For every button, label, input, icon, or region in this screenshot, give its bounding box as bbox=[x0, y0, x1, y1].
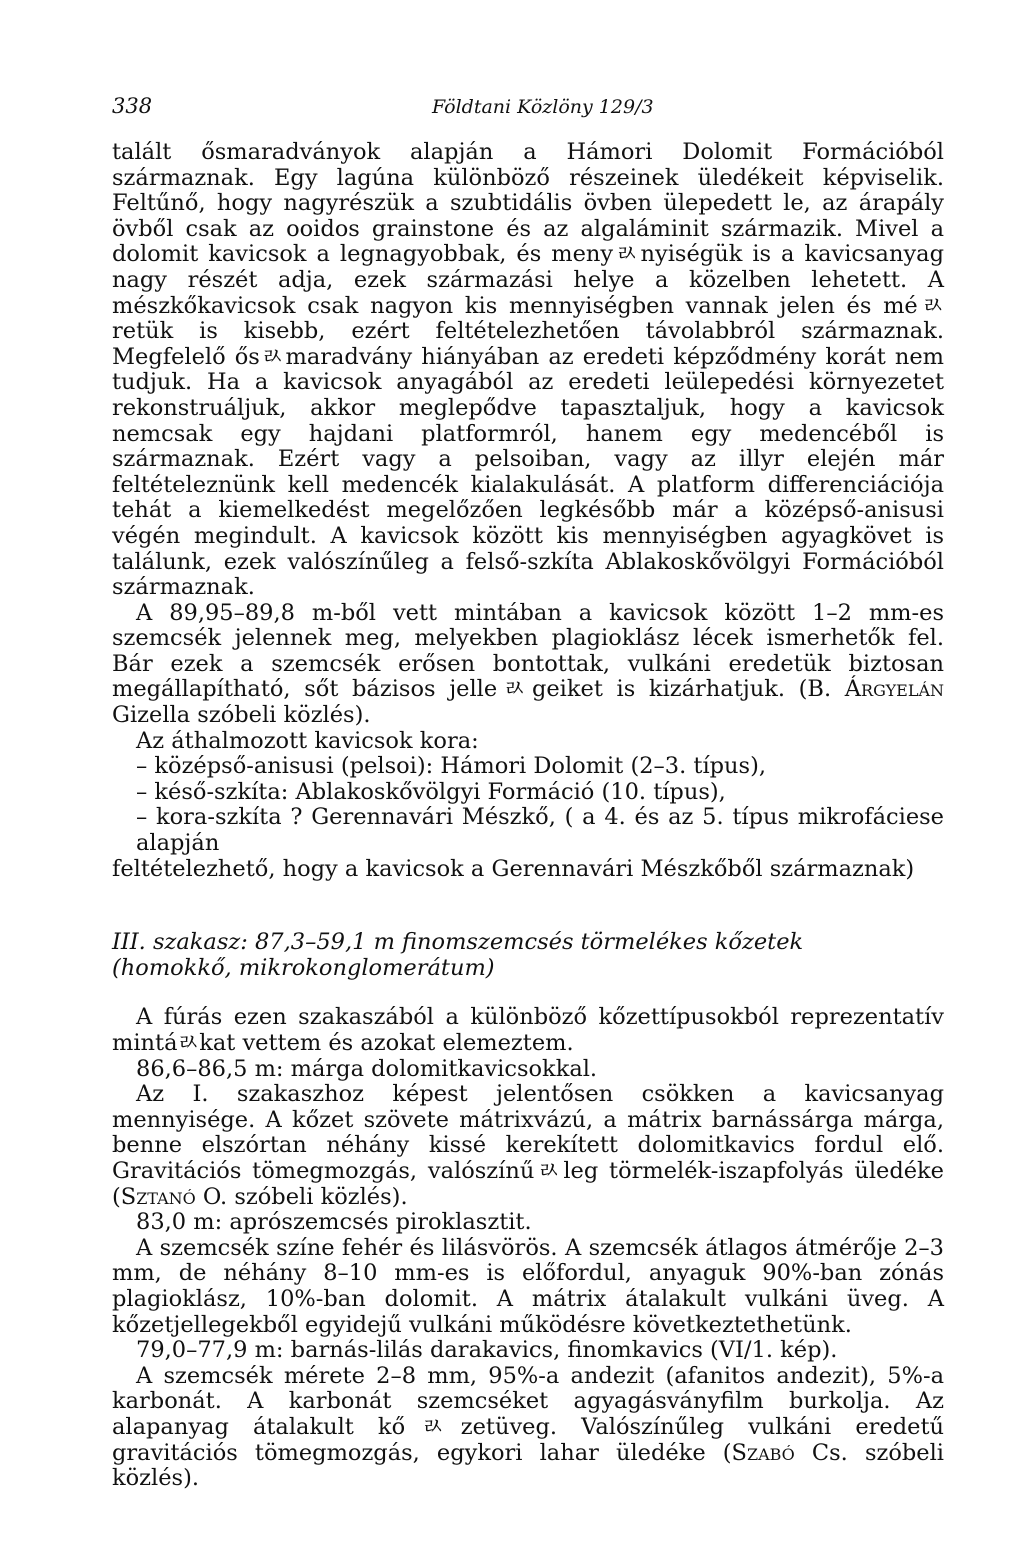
list-item: – késő-szkíta: Ablakoskővölgyi Formáció (10. típus), bbox=[136, 778, 726, 805]
paragraph-text: Az I. szakaszhoz képest jelentősen csökken a kavicsanyag mennyisége. A kőzet szövete mátrixvázú, a mátrix barnássárga márga, benne elszórtan néhány kissé kerekített dolomitkavics fordul elő. Gravitációs tömegmozgás, valószínűﾭleg törmelék-iszapfolyás üledéke ( bbox=[112, 1081, 944, 1210]
paragraph-continuation: talált ősmaradványok alapján a Hámori Dolomit Formációból származnak. Egy lagúna különböző részeinek üledékeit képviselik. Feltűnő, hogy nagyrészük a szubtidális övben ülepedett le, az árapály övből csak az ooidos grainstone és az algaláminit származik. Mivel a dolomit kavicsok a legnagyobbak, és menyﾭnyiségük is a kavicsanyag nagy részét adja, ezek származási helye a közelben lehetett. A mészkőkavicsok csak nagyon kis mennyiségben vannak jelen és méﾭretük is kisebb, ezért feltételezhetően távolabbról származnak. Megfelelő ősﾭmaradvány hiányában az eredeti képződmény korát nem tudjuk. Ha a kavicsok anyagából az eredeti leülepedési környezetet rekonstruáljuk, akkor meglepődve tapasztaljuk, hogy a kavicsok nemcsak egy hajdani platformról, hanem egy medencéből is származnak. Ezért vagy a pelsoiban, vagy az illyr elején már feltételeznünk kell medencék kialakulását. A platform differenciációja tehát a kiemelkedést megelőzően legkésőbb már a középső-anisusi végén megindult. A kavicsok között kis mennyiségben agyagkövet is találunk, ezek valószínűleg a felső-szkíta Ablakoskővölgyi Formációból származnak. bbox=[112, 139, 944, 601]
paragraph: 79,0–77,9 m: barnás-lilás darakavics, finomkavics (VI/1. kép). bbox=[136, 1337, 838, 1364]
paragraph bbox=[112, 1364, 944, 1492]
paragraph: A szemcsék színe fehér és lilásvörös. A szemcsék átlagos átmérője 2–3 mm, de néhány 8–10 mm-es is előfordul, anyaguk 90%-ban zónás plagioklász, 10%-ban dolomit. A mátrix átalakult vulkáni üveg. A kőzetjellegekből egyidejű vulkáni működésre következtethetünk. bbox=[112, 1234, 944, 1338]
paragraph: A fúrás ezen szakaszából a különböző kőzettípusokból reprezentatív mintáﾭkat vettem és azokat elemeztem. bbox=[112, 1004, 944, 1056]
list-continuation: feltételezhető, hogy a kavicsok a Gerennavári Mészkőből származnak) bbox=[112, 855, 915, 882]
paragraph-text: Cs. szóbeli közlés). bbox=[112, 1439, 944, 1492]
section-heading-line1: III. szakasz: 87,3–59,1 m finomszemcsés törmelékes kőzetek bbox=[112, 929, 804, 956]
paragraph-text: Gizella szóbeli közlés). bbox=[112, 702, 371, 729]
journal-title: Földtani Közlöny 129/3 bbox=[432, 96, 654, 118]
paragraph-sample-89 bbox=[112, 601, 944, 729]
author-name: Szabó bbox=[731, 1439, 795, 1466]
section-heading-line2: (homokkő, mikrokonglomerátum) bbox=[112, 954, 495, 981]
paragraph-text: O. szóbeli közlés). bbox=[195, 1183, 408, 1210]
author-name: Sztanó bbox=[120, 1183, 196, 1210]
paragraph-text: A szemcsék mérete 2–8 mm, 95%-a andezit (afanitos andezit), 5%-a karbonát. A karbonát szemcséket agyagásványfilm burkolja. Az alapanyag átalakult kőﾭzetüveg. Valószínűleg vulkáni eredetű gravitációs tömegmozgás, egykori lahar üledéke ( bbox=[112, 1362, 944, 1466]
paragraph-text: A 89,95–89,8 m-ből vett mintában a kavicsok között 1–2 mm-es szemcsék jelennek meg, melyekben plagioklász lécek ismerhetők fel. Bár ezek a szemcsék erősen bontottak, vulkáni eredetük biztosan megállapítható, sőt bázisos jelleﾭgeiket is kizárhatjuk. (B. bbox=[112, 599, 944, 703]
paragraph: 86,6–86,5 m: márga dolomitkavicsokkal. bbox=[136, 1055, 598, 1082]
running-header bbox=[112, 94, 912, 124]
paragraph-list-intro: Az áthalmozott kavicsok kora: bbox=[136, 727, 479, 754]
section-heading bbox=[112, 930, 944, 981]
paragraph bbox=[112, 1082, 944, 1210]
author-name: Árgyelán bbox=[844, 676, 944, 703]
body-text bbox=[112, 140, 944, 1492]
list-item: – kora-szkíta ? Gerennavári Mészkő, ( a 4. és az 5. típus mikrofáciese alapján bbox=[136, 804, 944, 857]
paragraph: 83,0 m: aprószemcsés piroklasztit. bbox=[136, 1209, 532, 1236]
page-number: 338 bbox=[112, 94, 153, 118]
list-item: – középső-anisusi (pelsoi): Hámori Dolomit (2–3. típus), bbox=[136, 753, 767, 780]
